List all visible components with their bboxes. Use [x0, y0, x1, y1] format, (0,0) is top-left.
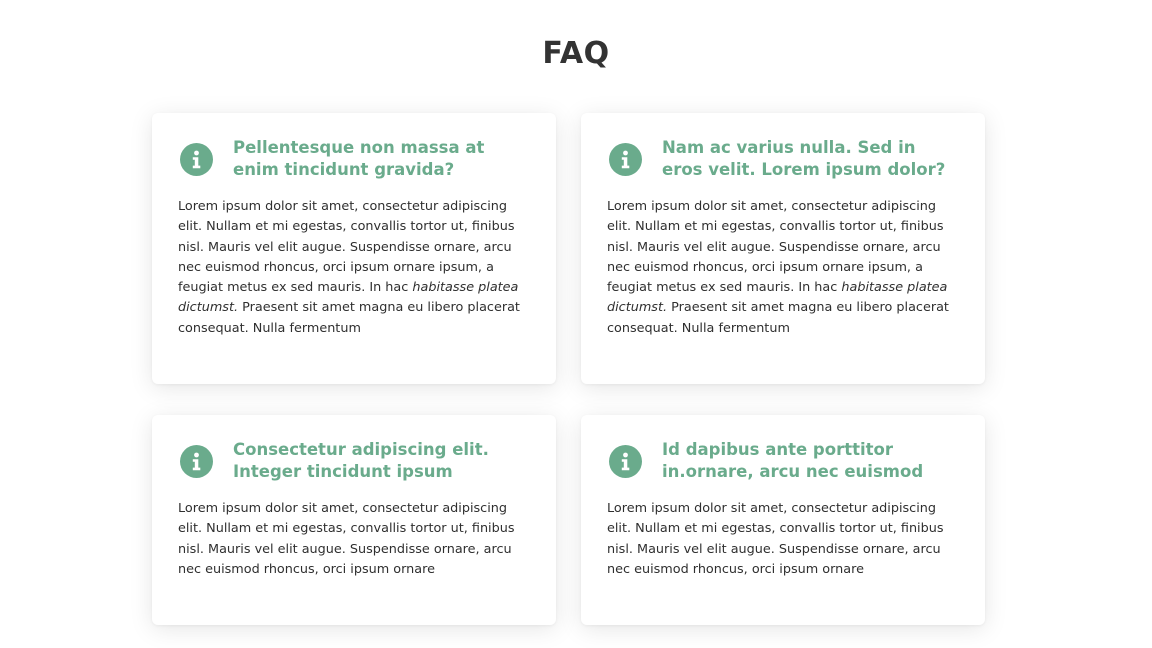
- faq-question: Pellentesque non massa at enim tincidunt gravida?: [233, 138, 485, 179]
- faq-card-2: [581, 113, 985, 384]
- faq-card-header: [607, 439, 961, 483]
- faq-card-header: [178, 439, 532, 483]
- faq-answer: [178, 197, 532, 339]
- faq-card-header: [607, 137, 961, 181]
- faq-answer-emphasis: habitasse platea dictumst.: [607, 280, 948, 316]
- faq-answer-text: Lorem ipsum dolor sit amet, consectetur adipiscing elit. Nullam et mi egestas, convallis tortor ut, finibus nisl. Mauris vel elit augue. Suspendisse ornare, arcu nec euismod rhoncus, orci ipsum ornare ipsum, a feugiat metus ex sed mauris. In hac: [607, 199, 944, 296]
- faq-answer-text: Praesent sit amet magna eu libero placerat consequat. Nulla fermentum: [607, 300, 949, 336]
- faq-answer-text: Lorem ipsum dolor sit amet, consectetur adipiscing elit. Nullam et mi egestas, convallis tortor ut, finibus nisl. Mauris vel elit augue. Suspendisse ornare, arcu nec euismod rhoncus, orci ipsum ornare ipsum, a feugiat metus ex sed mauris. In hac: [178, 199, 515, 296]
- info-circle-icon: [609, 143, 642, 176]
- faq-question: Id dapibus ante porttitor in.ornare, arcu nec euismod: [662, 440, 924, 481]
- faq-question: Nam ac varius nulla. Sed in eros velit. Lorem ipsum dolor?: [662, 138, 946, 179]
- faq-card-3: [152, 415, 556, 625]
- faq-answer: [607, 197, 961, 339]
- info-circle-icon: [609, 445, 642, 478]
- info-circle-icon: [180, 445, 213, 478]
- page-title: FAQ: [542, 36, 610, 71]
- faq-card-4: [581, 415, 985, 625]
- faq-card-1: [152, 113, 556, 384]
- faq-answer-emphasis: habitasse platea dictumst.: [178, 280, 519, 316]
- faq-answer: Lorem ipsum dolor sit amet, consectetur adipiscing elit. Nullam et mi egestas, convallis tortor ut, finibus nisl. Mauris vel elit augue. Suspendisse ornare, arcu nec euismod rhoncus, orci ipsum ornare: [607, 501, 944, 577]
- faq-card-header: [178, 137, 532, 181]
- faq-question: Consectetur adipiscing elit. Integer tincidunt ipsum: [233, 440, 489, 481]
- info-circle-icon: [180, 143, 213, 176]
- faq-answer: Lorem ipsum dolor sit amet, consectetur adipiscing elit. Nullam et mi egestas, convallis tortor ut, finibus nisl. Mauris vel elit augue. Suspendisse ornare, arcu nec euismod rhoncus, orci ipsum ornare: [178, 501, 515, 577]
- faq-answer-text: Praesent sit amet magna eu libero placerat consequat. Nulla fermentum: [178, 300, 520, 336]
